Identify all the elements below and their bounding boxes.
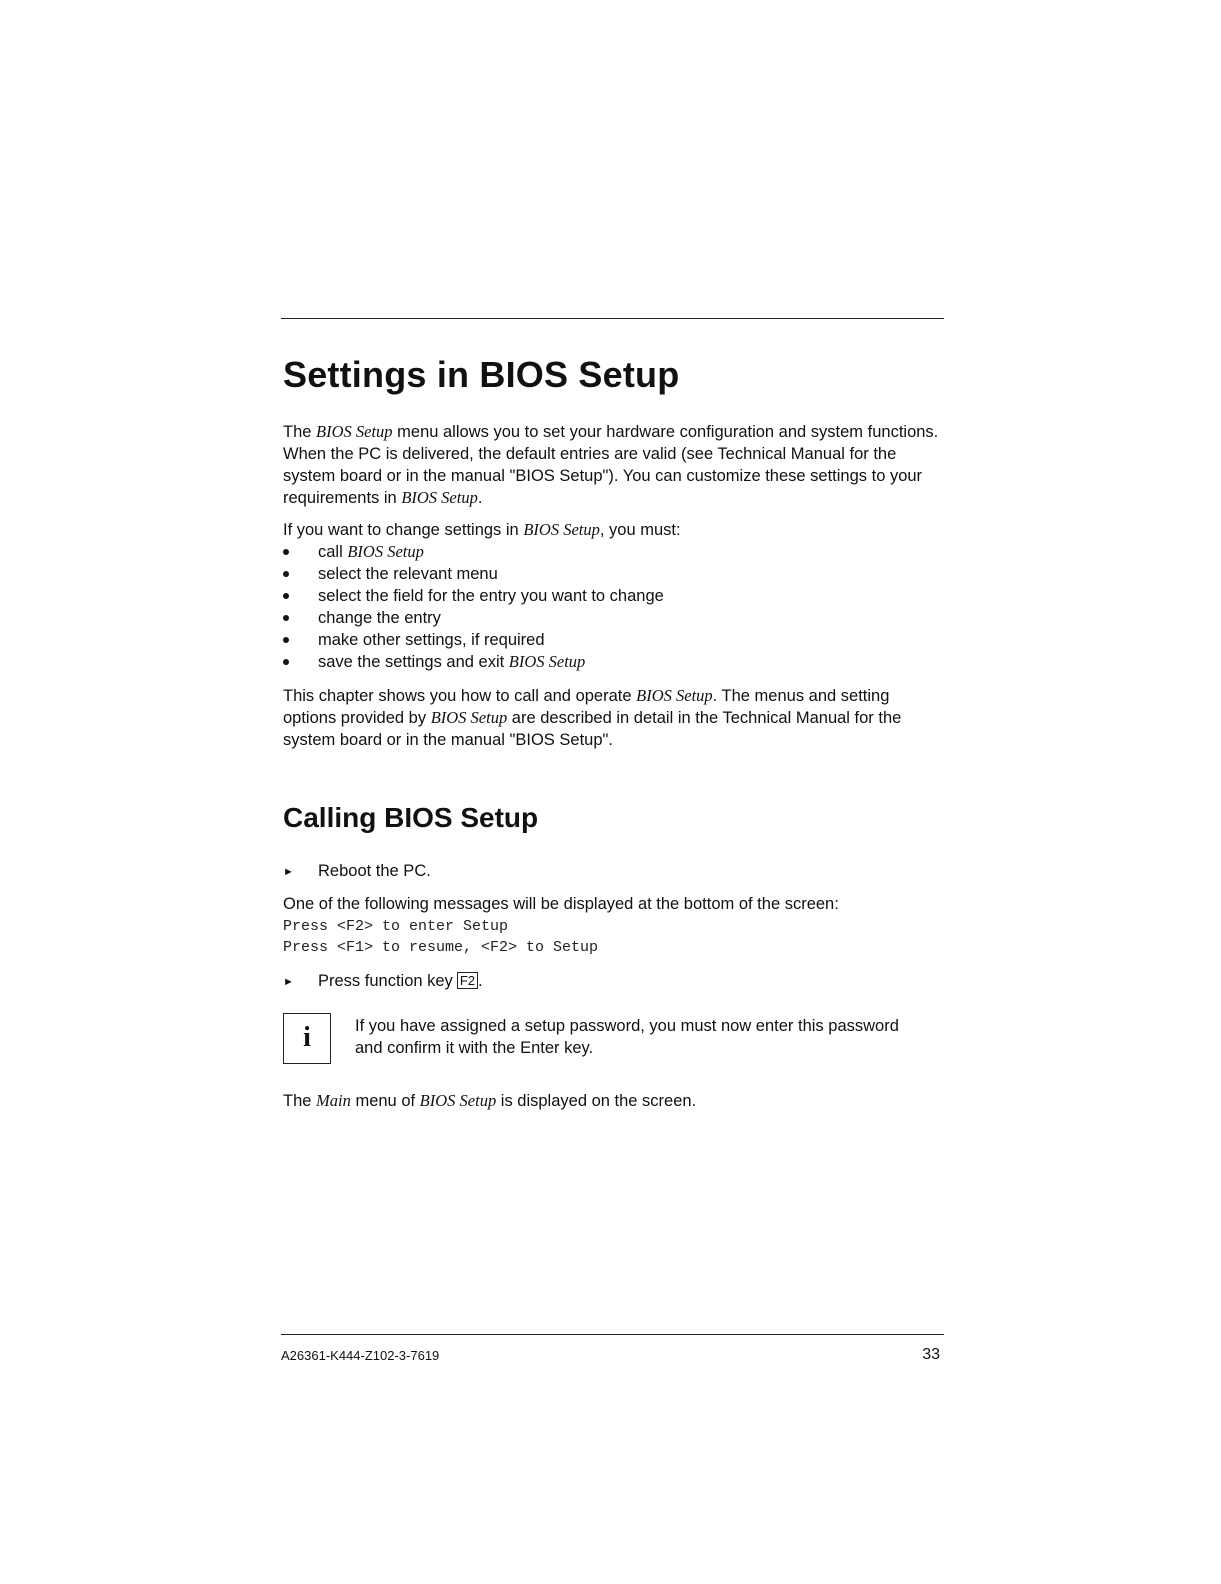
- bullet-icon: [283, 571, 289, 577]
- arrow-right-icon: ►: [283, 976, 294, 988]
- list-item: [283, 607, 664, 629]
- chapter-text: . The menus and setting options provided by: [283, 687, 890, 727]
- list-item: [283, 563, 664, 585]
- bullet-icon: [283, 615, 289, 621]
- requirements-intro: [283, 519, 943, 541]
- list-item: [283, 541, 664, 563]
- step-text: Reboot the PC.: [318, 862, 431, 880]
- f2-key-icon: F2: [457, 972, 478, 989]
- requirements-emphasis: BIOS Setup: [523, 520, 600, 539]
- intro-emphasis: BIOS Setup: [401, 488, 478, 507]
- list-item: [283, 651, 664, 673]
- list-item: [283, 585, 664, 607]
- intro-text: The: [283, 423, 317, 441]
- step-reboot: [283, 860, 431, 883]
- step-text: .: [477, 972, 483, 990]
- bullet-icon: [283, 593, 289, 599]
- info-icon: i: [283, 1013, 331, 1064]
- list-item: [283, 629, 664, 651]
- intro-text: .: [477, 489, 483, 507]
- list-item-emphasis: BIOS Setup: [347, 542, 424, 561]
- list-item-text: change the entry: [318, 609, 441, 627]
- requirements-list: [283, 541, 664, 673]
- list-item-text: save the settings and exit: [318, 653, 509, 671]
- list-item-text: call: [318, 543, 348, 561]
- arrow-right-icon: ►: [283, 866, 294, 878]
- code-line: Press <F1> to resume, <F2> to Setup: [283, 939, 599, 956]
- final-text: The: [283, 1092, 317, 1110]
- document-code: A26361-K444-Z102-3-7619: [281, 1348, 440, 1363]
- chapter-text: This chapter shows you how to call and operate: [283, 687, 637, 705]
- final-emphasis: Main: [316, 1091, 351, 1110]
- page-title: Settings in BIOS Setup: [283, 354, 680, 395]
- header-rule: [281, 318, 944, 319]
- section-title: Calling BIOS Setup: [283, 802, 539, 833]
- chapter-paragraph: [283, 685, 943, 751]
- requirements-text: , you must:: [599, 521, 681, 539]
- intro-text: menu allows you to set your hardware configuration and system functions. When the PC is delivered, the default entries are valid (see Technical Manual for the system board or in the manual "BIOS Setup"). You can customize these settings to your requirements in: [283, 423, 939, 507]
- page-number: 33: [922, 1346, 940, 1363]
- bullet-icon: [283, 659, 289, 665]
- list-item-text: select the relevant menu: [318, 565, 498, 583]
- final-emphasis: BIOS Setup: [419, 1091, 497, 1110]
- chapter-emphasis: BIOS Setup: [636, 686, 713, 705]
- list-item-text: select the field for the entry you want to change: [318, 587, 664, 605]
- final-text: menu of: [350, 1092, 420, 1110]
- code-line: Press <F2> to enter Setup: [283, 918, 509, 935]
- list-item-emphasis: BIOS Setup: [508, 652, 586, 671]
- messages-intro: One of the following messages will be displayed at the bottom of the screen:: [283, 895, 839, 913]
- info-note: If you have assigned a setup password, you must now enter this password and confirm it with the Enter key.: [355, 1017, 899, 1057]
- bullet-icon: [283, 637, 289, 643]
- chapter-emphasis: BIOS Setup: [430, 708, 508, 727]
- intro-paragraph: [283, 421, 943, 509]
- step-text: Press function key: [318, 972, 453, 990]
- requirements-text: If you want to change settings in: [283, 521, 524, 539]
- final-text: is displayed on the screen.: [496, 1092, 697, 1110]
- list-item-text: make other settings, if required: [318, 631, 545, 649]
- bullet-icon: [283, 549, 289, 555]
- intro-emphasis: BIOS Setup: [316, 422, 393, 441]
- step-press-key: [283, 970, 483, 993]
- chapter-text: are described in detail in the Technical Manual for the system board or in the manual "BIOS Setup".: [283, 709, 902, 749]
- footer-rule: [281, 1334, 944, 1335]
- final-paragraph: [283, 1090, 943, 1112]
